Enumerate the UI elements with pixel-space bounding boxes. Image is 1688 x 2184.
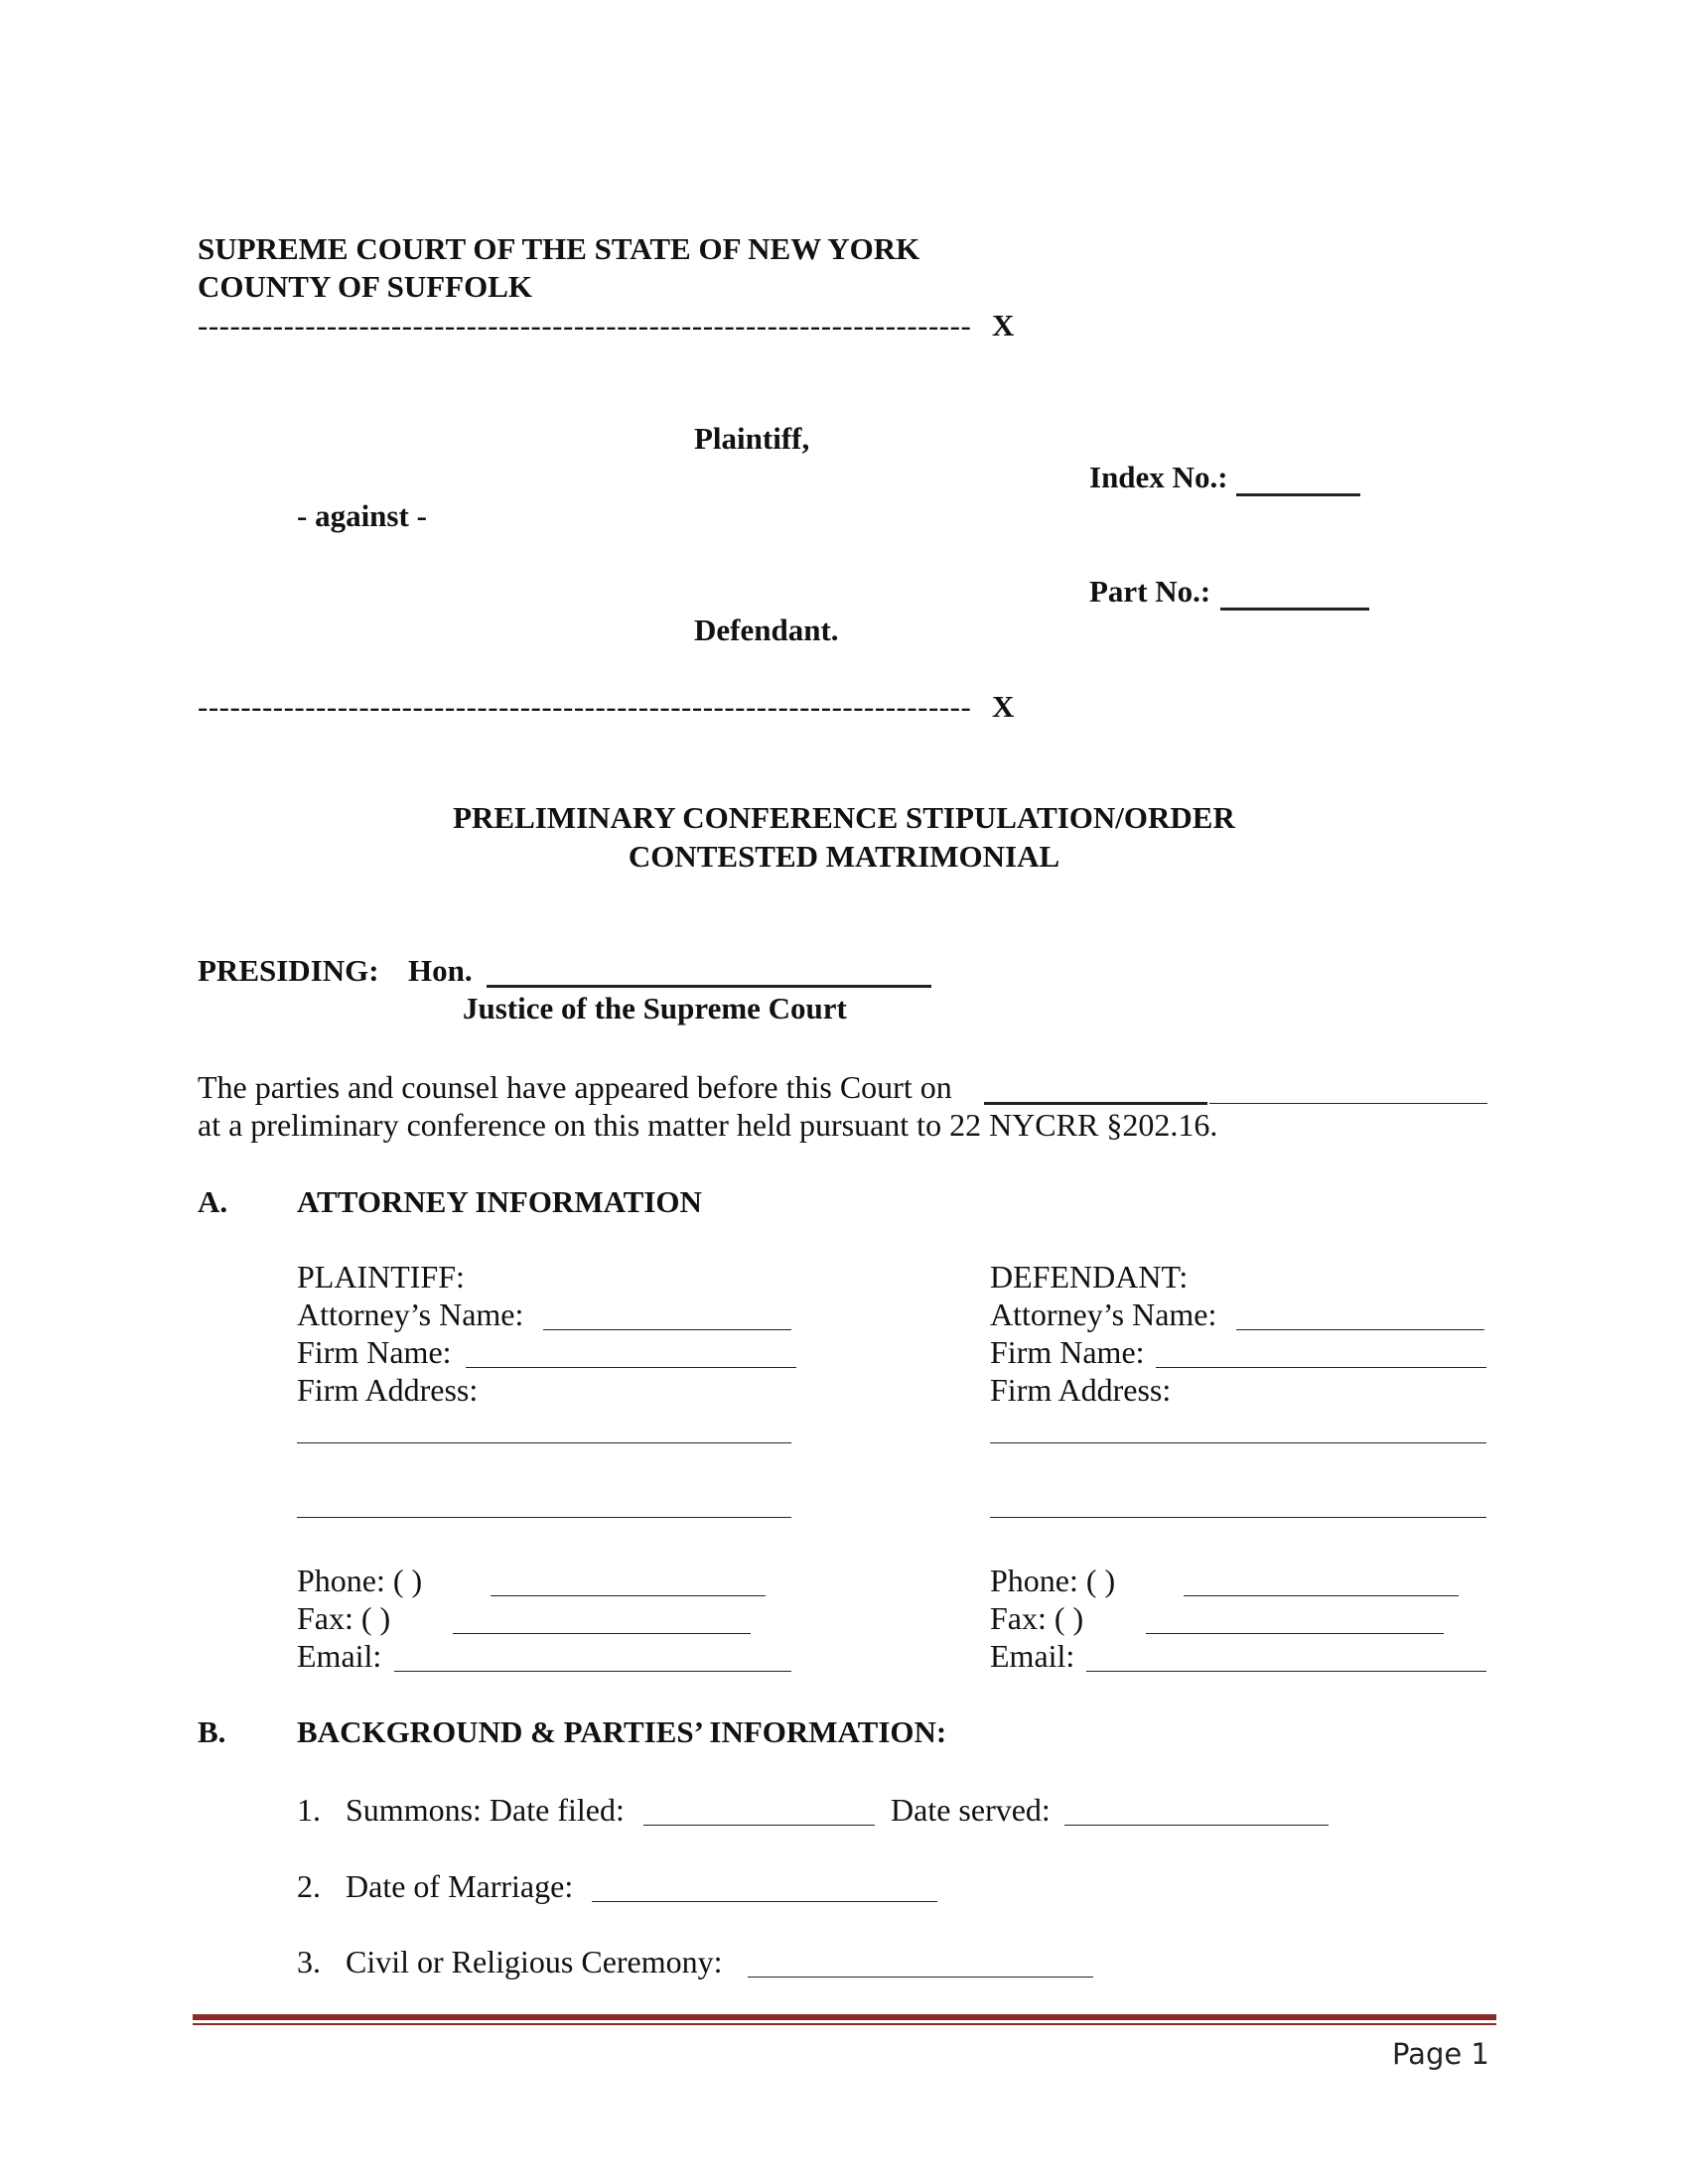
document-title: PRELIMINARY CONFERENCE STIPULATION/ORDER: [453, 800, 1235, 835]
defendant-email-field[interactable]: [1086, 1671, 1486, 1672]
plaintiff-firm-address-label: Firm Address:: [297, 1372, 479, 1408]
defendant-attorney-name-field[interactable]: [1236, 1329, 1484, 1330]
defendant-address-line-2[interactable]: [990, 1517, 1486, 1518]
section-b-letter: B.: [198, 1714, 226, 1749]
section-a-title: ATTORNEY INFORMATION: [297, 1184, 702, 1219]
page-number: Page 1: [1392, 2037, 1489, 2071]
defendant-email-label: Email:: [990, 1638, 1075, 1674]
separator-x: X: [992, 308, 1015, 342]
hon-label: Hon.: [408, 953, 473, 988]
plaintiff-attorney-name-label: Attorney’s Name:: [297, 1297, 524, 1332]
plaintiff-label: Plaintiff,: [694, 421, 810, 456]
plaintiff-email-field[interactable]: [394, 1671, 791, 1672]
court-name: SUPREME COURT OF THE STATE OF NEW YORK: [198, 231, 920, 266]
defendant-phone-label: Phone: ( ): [990, 1563, 1116, 1598]
defendant-fax-label: Fax: ( ): [990, 1600, 1084, 1636]
plaintiff-address-line-2[interactable]: [297, 1517, 791, 1518]
defendant-header: DEFENDANT:: [990, 1259, 1189, 1295]
section-b-title: BACKGROUND & PARTIES’ INFORMATION:: [297, 1714, 947, 1749]
plaintiff-email-label: Email:: [297, 1638, 382, 1674]
plaintiff-phone-field[interactable]: [491, 1595, 766, 1596]
footer-rule-thick: [193, 2014, 1496, 2020]
plaintiff-address-line-1[interactable]: [297, 1442, 791, 1443]
item-1-number: 1.: [297, 1792, 321, 1828]
document-subtitle: CONTESTED MATRIMONIAL: [628, 839, 1060, 874]
summons-served-date-field[interactable]: [1064, 1825, 1329, 1826]
defendant-firm-address-label: Firm Address:: [990, 1372, 1172, 1408]
appearance-date-field-extension[interactable]: [1209, 1103, 1487, 1104]
separator-dashes: ------------------------------------------------------------------------: [198, 308, 972, 342]
caption-separator-bottom: [198, 689, 1022, 729]
defendant-phone-field[interactable]: [1184, 1595, 1459, 1596]
part-number-label: Part No.:: [1089, 574, 1211, 609]
plaintiff-attorney-name-field[interactable]: [543, 1329, 791, 1330]
footer-rule-thin: [193, 2023, 1496, 2025]
county-name: COUNTY OF SUFFOLK: [198, 269, 532, 304]
caption-separator-top: [198, 308, 1022, 347]
plaintiff-fax-label: Fax: ( ): [297, 1600, 391, 1636]
defendant-label: Defendant.: [694, 613, 839, 647]
against-label: - against -: [297, 498, 427, 533]
summons-served-label: Date served:: [891, 1792, 1051, 1828]
part-number-field[interactable]: [1220, 608, 1369, 611]
separator-x: X: [992, 689, 1015, 724]
plaintiff-firm-name-label: Firm Name:: [297, 1334, 452, 1370]
item-3-number: 3.: [297, 1944, 321, 1979]
ceremony-type-field[interactable]: [748, 1977, 1093, 1978]
plaintiff-firm-name-field[interactable]: [466, 1367, 796, 1368]
plaintiff-phone-label: Phone: ( ): [297, 1563, 423, 1598]
defendant-attorney-name-label: Attorney’s Name:: [990, 1297, 1217, 1332]
defendant-fax-field[interactable]: [1146, 1633, 1444, 1634]
summons-filed-date-field[interactable]: [643, 1825, 875, 1826]
ceremony-type-label: Civil or Religious Ceremony:: [346, 1944, 723, 1979]
summons-filed-label: Summons: Date filed:: [346, 1792, 625, 1828]
presiding-label: PRESIDING:: [198, 953, 379, 988]
intro-line-2: at a preliminary conference on this matter held pursuant to 22 NYCRR §202.16.: [198, 1107, 1218, 1143]
section-a-letter: A.: [198, 1184, 228, 1219]
defendant-firm-name-label: Firm Name:: [990, 1334, 1145, 1370]
item-2-number: 2.: [297, 1868, 321, 1904]
intro-line-1: The parties and counsel have appeared before this Court on: [198, 1069, 952, 1105]
appearance-date-field[interactable]: [984, 1102, 1207, 1105]
defendant-address-line-1[interactable]: [990, 1442, 1486, 1443]
marriage-date-label: Date of Marriage:: [346, 1868, 574, 1904]
separator-dashes: ------------------------------------------------------------------------: [198, 689, 972, 724]
index-number-label: Index No.:: [1089, 460, 1228, 494]
plaintiff-header: PLAINTIFF:: [297, 1259, 465, 1295]
defendant-firm-name-field[interactable]: [1156, 1367, 1486, 1368]
index-number-field[interactable]: [1236, 493, 1360, 496]
marriage-date-field[interactable]: [592, 1901, 937, 1902]
presiding-justice-field[interactable]: [487, 985, 931, 988]
plaintiff-fax-field[interactable]: [453, 1633, 751, 1634]
justice-title: Justice of the Supreme Court: [463, 991, 847, 1025]
